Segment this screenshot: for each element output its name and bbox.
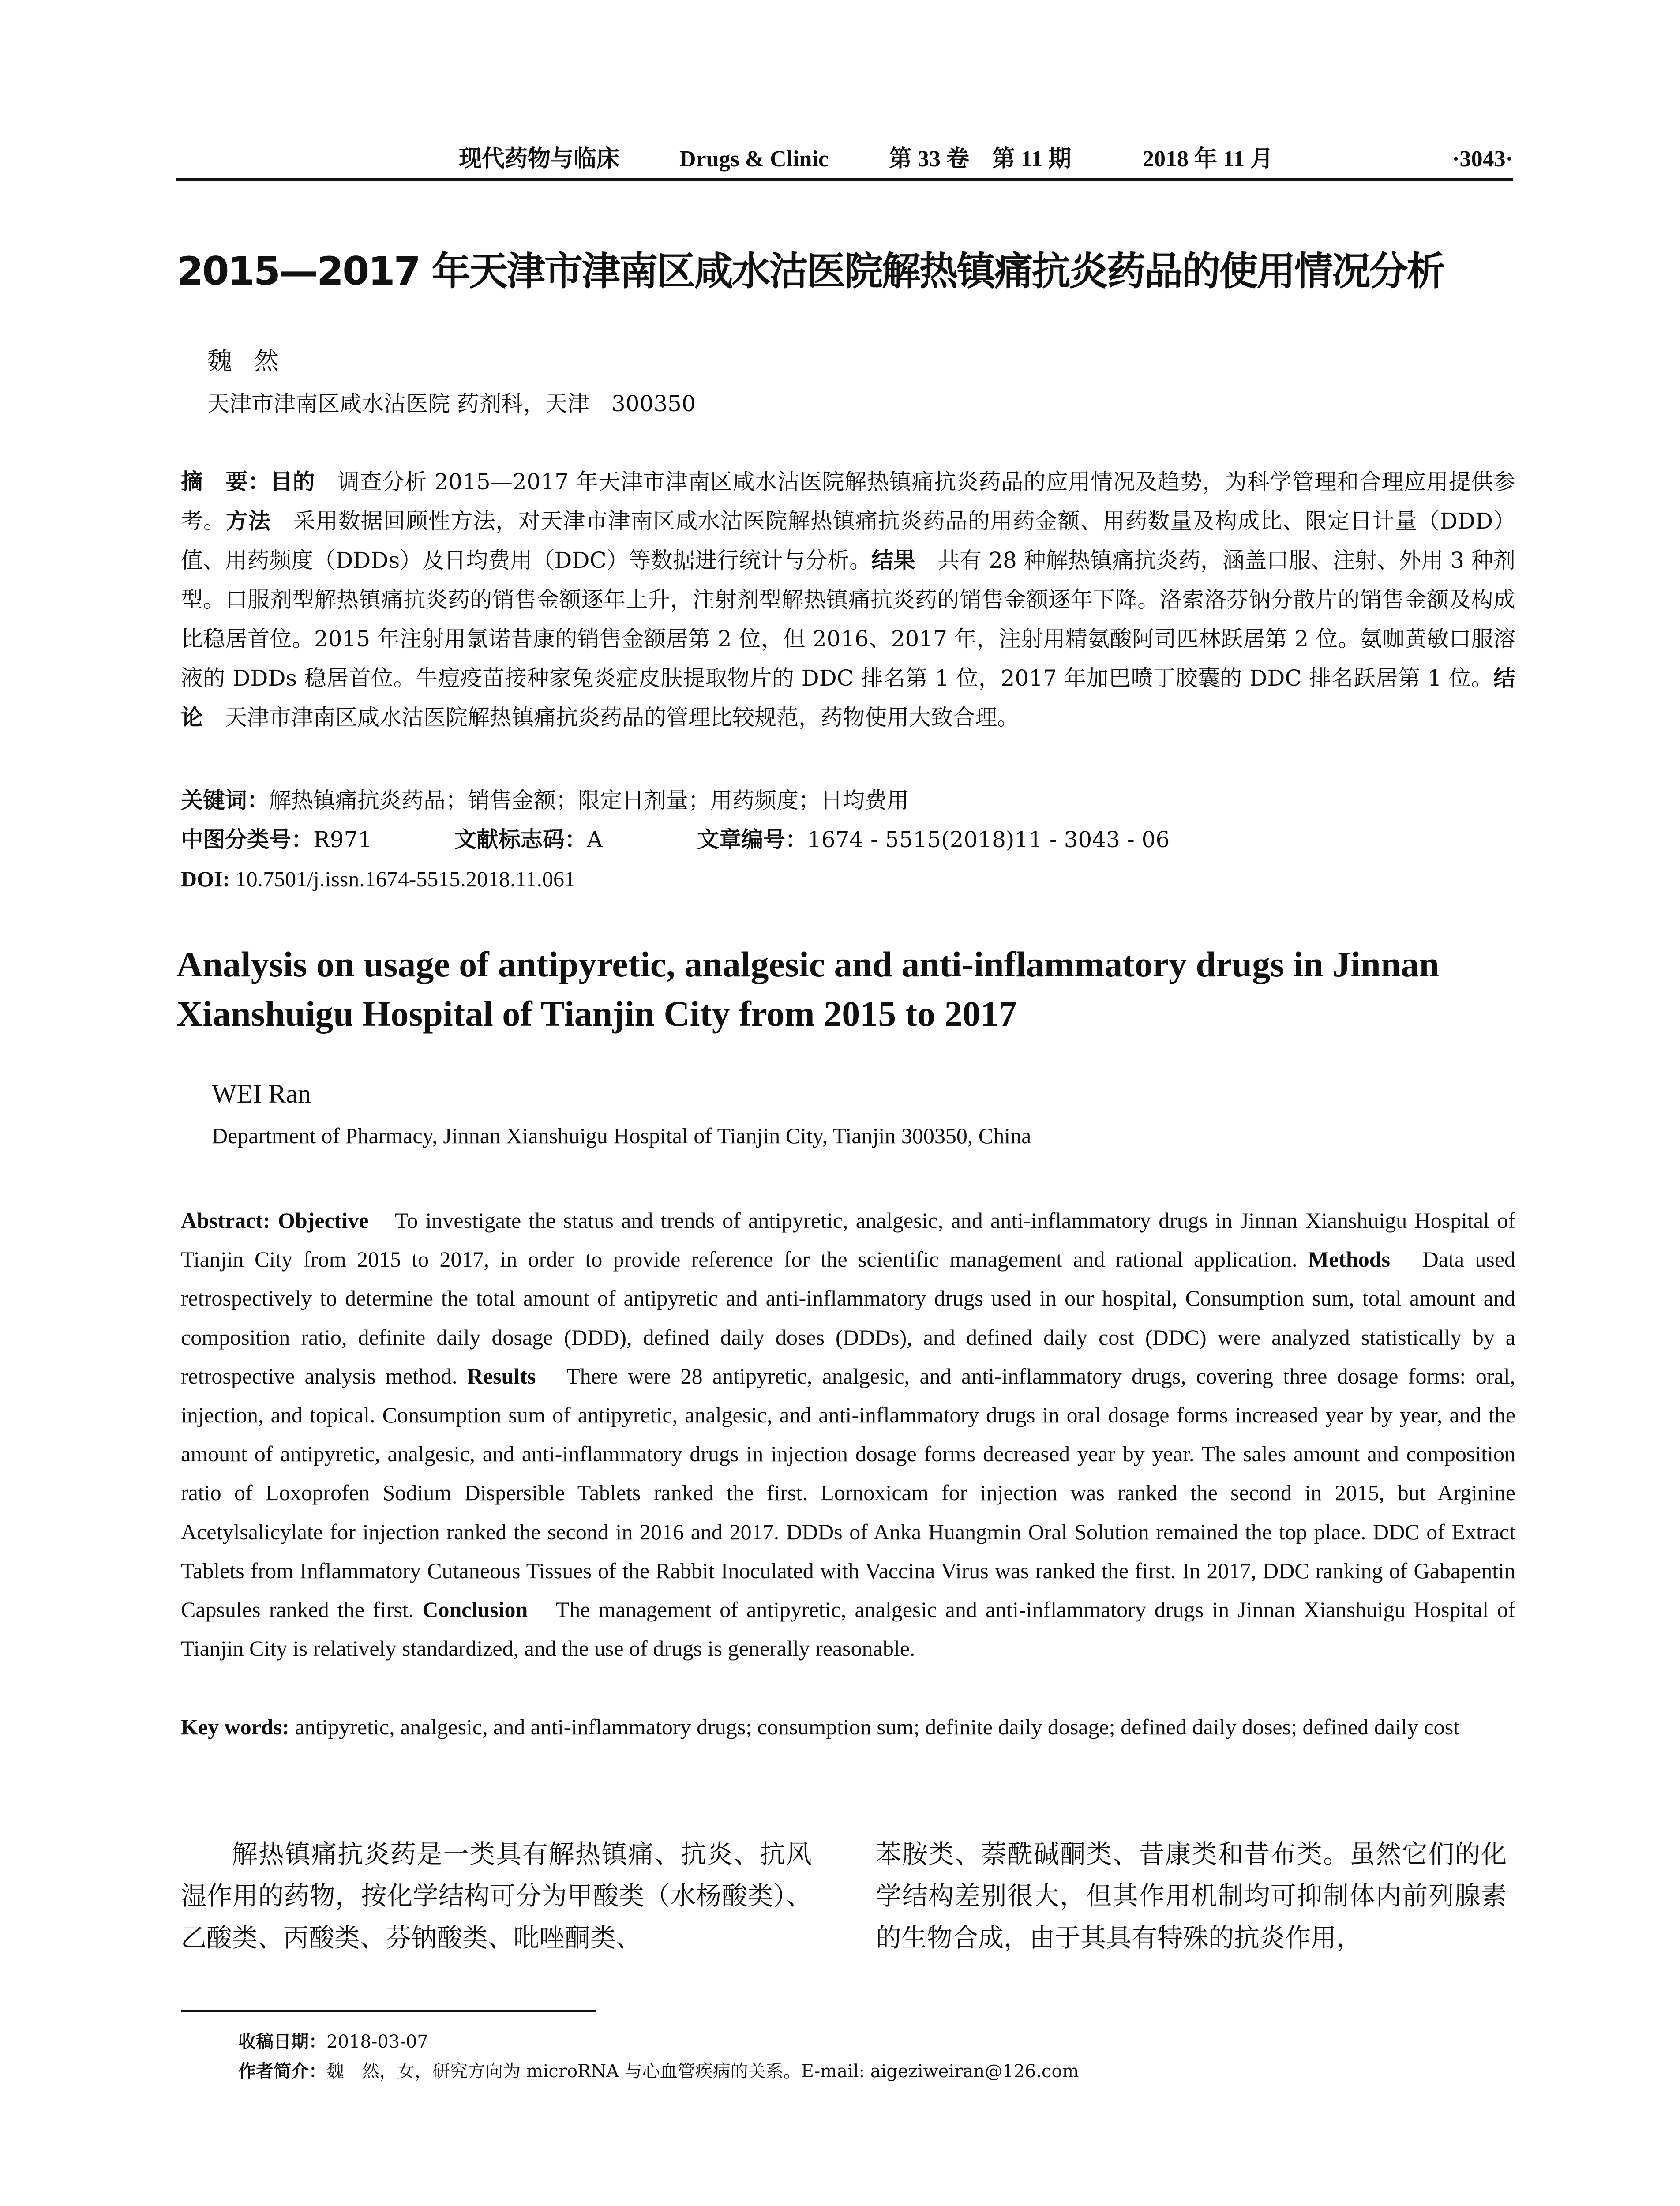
author-bio-label: 作者简介：: [238, 2061, 326, 2082]
doi-value[interactable]: 10.7501/j.issn.1674-5515.2018.11.061: [230, 867, 575, 891]
objective-text-en: To investigate the status and trends of antipyretic, analgesic, and anti-inflammatory drugs in Jinnan Xianshuigu Hospital of Tianjin City from 2015 to 2017, in order to provide reference for the scientific management and rational application.: [181, 1208, 1515, 1272]
received-label: 收稿日期：: [238, 2032, 326, 2052]
article-number-label: 文章编号：: [697, 827, 807, 852]
keywords-label-en: Key words:: [181, 1715, 289, 1739]
footnote-author-bio: [238, 2058, 1079, 2085]
methods-label-en: Methods: [1308, 1247, 1390, 1272]
methods-text-en: Data used retrospectively to determine the total amount of antipyretic and anti-inflammatory drugs used in our hospital, Consumption sum, total amount and composition ratio, definite daily dosage (DDD), defined daily doses (DDDs), and defined daily cost (DDC) were analyzed statistically by a retrospective analysis method.: [181, 1247, 1515, 1388]
methods-text-cn: 采用数据回顾性方法，对天津市津南区咸水沽医院解热镇痛抗炎药品的用药金额、用药数量及构成比、限定日计量（DDD）值、用药频度（DDDs）及日均费用（DDC）等数据进行统计与分析。: [181, 508, 1515, 573]
article-number-value: 1674 - 5515(2018)11 - 3043 - 06: [807, 827, 1170, 852]
doi-label: DOI:: [181, 867, 230, 891]
keywords-cn: [181, 781, 1515, 820]
results-text-cn: 共有 28 种解热镇痛抗炎药，涵盖口服、注射、外用 3 种剂型。口服剂型解热镇痛抗炎药的销售金额逐年上升，注射剂型解热镇痛抗炎药的销售金额逐年下降。洛索洛芬钠分散片的销售金额及构成比稳居首位。2015 年注射用氯诺昔康的销售金额居第 2 位，但 2016、2017 年，注射用精氨酸阿司匹林跃居第 2 位。氨咖黄敏口服溶液的 DDDs 稳居首位。牛痘疫苗接种家兔炎症皮肤提取物片的 DDC 排名第 1 位，2017 年加巴喷丁胶囊的 DDC 排名跃居第 1 位。: [181, 548, 1515, 691]
results-text-en: There were 28 antipyretic, analgesic, and anti-inflammatory drugs, covering three dosage forms: oral, injection, and topical. Consumption sum of antipyretic, analgesic, and anti-inflammatory drugs in oral dosage forms increased year by year, and the amount of antipyretic, analgesic, and anti-inflammatory drugs in injection dosage forms decreased year by year. The sales amount and composition ratio of Loxoprofen Sodium Dispersible Tablets ranked the first. Lornoxicam for injection was ranked the second in 2015, but Arginine Acetylsalicylate for injection ranked the second in 2016 and 2017. DDDs of Anka Huangmin Oral Solution remained the top place. DDC of Extract Tablets from Inflammatory Cutaneous Tissues of the Rabbit Inoculated with Vaccina Virus was ranked the first. In 2017, DDC ranking of Gabapentin Capsules ranked the first.: [181, 1363, 1515, 1622]
running-header: [176, 140, 1513, 181]
clc-value: R971: [313, 827, 372, 852]
affiliation-cn: 天津市津南区咸水沽医院 药剂科，天津 300350: [207, 391, 696, 416]
keywords-en: [181, 1707, 1515, 1746]
journal-name-cn: 现代药物与临床: [459, 146, 620, 172]
affiliation-en: Department of Pharmacy, Jinnan Xianshuigu Hospital of Tianjin City, Tianjin 300350, China: [212, 1123, 1031, 1148]
issue-date: 2018 年 11 月: [1143, 146, 1274, 172]
author-bio-text: 魏 然，女，研究方向为 microRNA 与心血管疾病的关系。E-mail: aigeziweiran@126.com: [326, 2061, 1079, 2082]
conclusion-label-cn: 结论: [181, 665, 1515, 730]
conclusion-text-cn: 天津市津南区咸水沽医院解热镇痛抗炎药品的管理比较规范，药物使用大致合理。: [203, 705, 1019, 730]
conclusion-label-en: Conclusion: [422, 1597, 528, 1622]
author-en: WEI Ran: [212, 1079, 311, 1108]
footnote-divider: [181, 2010, 596, 2012]
title-en: Analysis on usage of antipyretic, analgesic and anti-inflammatory drugs in Jinnan Xianshuigu Hospital of Tianjin City from 2015 to 2017: [176, 944, 1439, 1034]
objective-text-cn: 调查分析 2015—2017 年天津市津南区咸水沽医院解热镇痛抗炎药品的应用情况及趋势，为科学管理和合理应用提供参考。: [181, 469, 1516, 534]
title-cn: 2015—2017 年天津市津南区咸水沽医院解热镇痛抗炎药品的使用情况分析: [176, 248, 1444, 294]
footnote-received: [238, 2029, 428, 2055]
received-date: 2018-03-07: [326, 2032, 428, 2052]
body-column-right: 苯胺类、萘酰碱酮类、昔康类和昔布类。虽然它们的化学结构差别很大，但其作用机制均可抑制体内前列腺素的生物合成，由于其具有特殊的抗炎作用，: [876, 1839, 1507, 1953]
volume-issue: 第 33 卷 第 11 期: [889, 146, 1072, 172]
results-label-cn: 结果: [871, 548, 916, 573]
results-label-en: Results: [467, 1363, 536, 1388]
objective-label-cn: 目的: [270, 469, 315, 495]
abstract-label-cn: 摘 要：: [181, 469, 270, 495]
journal-name-en: Drugs & Clinic: [679, 146, 829, 172]
abstract-en: [181, 1201, 1515, 1668]
keywords-text-en: antipyretic, analgesic, and anti-inflammatory drugs; consumption sum; definite daily dosage; defined daily doses; defined daily cost: [289, 1715, 1459, 1739]
doc-code-value: A: [587, 827, 603, 852]
abstract-label-en: Abstract: Objective: [181, 1208, 369, 1233]
keywords-label-cn: 关键词：: [181, 788, 269, 813]
conclusion-text-en: The management of antipyretic, analgesic and anti-inflammatory drugs in Jinnan Xianshuigu Hospital of Tianjin City is relatively standardized, and the use of drugs is generally reasonable.: [181, 1597, 1516, 1661]
clc-label: 中图分类号：: [181, 827, 313, 852]
classification-line: [181, 820, 1515, 859]
doi-line: [181, 859, 575, 899]
keywords-text-cn: 解热镇痛抗炎药品；销售金额；限定日剂量；用药频度；日均费用: [269, 788, 909, 813]
page-number: ·3043·: [1452, 146, 1513, 172]
body-column-left: 解热镇痛抗炎药是一类具有解热镇痛、抗炎、抗风湿作用的药物，按化学结构可分为甲酸类（水杨酸类）、乙酸类、丙酸类、芬钠酸类、吡唑酮类、: [181, 1839, 812, 1953]
methods-label-cn: 方法: [225, 508, 271, 534]
abstract-cn: [181, 462, 1515, 737]
doc-code-label: 文献标志码：: [454, 827, 587, 852]
author-cn: 魏然: [207, 347, 301, 376]
